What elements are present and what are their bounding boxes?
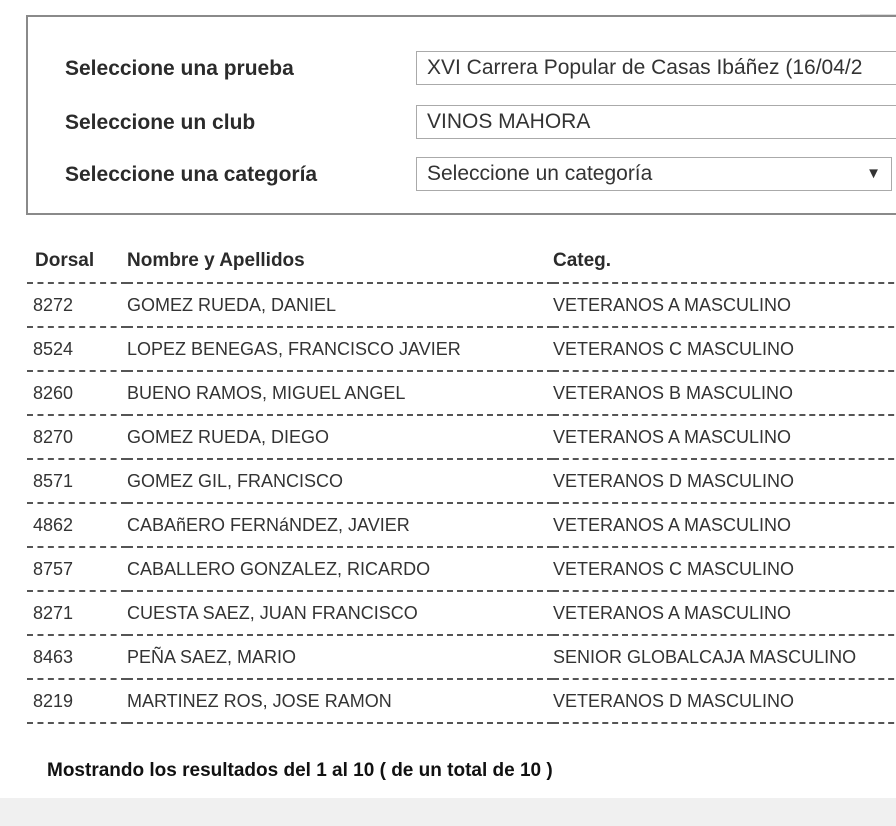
table-row[interactable] <box>27 415 896 459</box>
cell-categ: SENIOR GLOBALCAJA MASCULINO <box>553 635 896 679</box>
cell-categ: VETERANOS D MASCULINO <box>553 679 896 723</box>
club-select[interactable]: VINOS MAHORA <box>416 105 896 139</box>
header-dorsal[interactable]: Dorsal <box>27 240 127 283</box>
table-row[interactable] <box>27 283 896 327</box>
bottom-bar <box>0 798 896 826</box>
prueba-select[interactable]: XVI Carrera Popular de Casas Ibáñez (16/04/2 <box>416 51 896 85</box>
cell-dorsal: 8271 <box>27 591 127 635</box>
cell-dorsal: 8571 <box>27 459 127 503</box>
table-row[interactable] <box>27 547 896 591</box>
results-table <box>27 240 896 724</box>
prueba-label: Seleccione una prueba <box>65 57 294 80</box>
table-row[interactable] <box>27 591 896 635</box>
table-row[interactable] <box>27 327 896 371</box>
filter-row-categoria <box>28 157 896 193</box>
categoria-select[interactable] <box>416 157 892 191</box>
cell-categ: VETERANOS C MASCULINO <box>553 547 896 591</box>
cell-categ: VETERANOS A MASCULINO <box>553 283 896 327</box>
cell-name: BUENO RAMOS, MIGUEL ANGEL <box>127 371 553 415</box>
cell-dorsal: 8260 <box>27 371 127 415</box>
cell-name: MARTINEZ ROS, JOSE RAMON <box>127 679 553 723</box>
cell-dorsal: 8524 <box>27 327 127 371</box>
cell-name: PEÑA SAEZ, MARIO <box>127 635 553 679</box>
table-row[interactable] <box>27 459 896 503</box>
cell-dorsal: 8219 <box>27 679 127 723</box>
cell-dorsal: 8757 <box>27 547 127 591</box>
cell-name: GOMEZ GIL, FRANCISCO <box>127 459 553 503</box>
club-label: Seleccione un club <box>65 111 256 134</box>
results-summary: Mostrando los resultados del 1 al 10 ( de un total de 10 ) <box>47 760 553 781</box>
header-name[interactable]: Nombre y Apellidos <box>127 240 553 283</box>
categoria-select-value: Seleccione un categoría <box>427 162 653 185</box>
filter-row-club <box>28 105 896 141</box>
filter-row-prueba <box>28 51 896 87</box>
table-row[interactable] <box>27 635 896 679</box>
cell-name: CABALLERO GONZALEZ, RICARDO <box>127 547 553 591</box>
table-header-row <box>27 240 896 283</box>
cell-categ: VETERANOS B MASCULINO <box>553 371 896 415</box>
table-row[interactable] <box>27 503 896 547</box>
chevron-down-icon[interactable]: ▼ <box>866 165 881 182</box>
cell-name: CABAñERO FERNáNDEZ, JAVIER <box>127 503 553 547</box>
cell-dorsal: 8272 <box>27 283 127 327</box>
cell-name: GOMEZ RUEDA, DANIEL <box>127 283 553 327</box>
table-row[interactable] <box>27 679 896 723</box>
cell-name: GOMEZ RUEDA, DIEGO <box>127 415 553 459</box>
categoria-label: Seleccione una categoría <box>65 163 318 186</box>
cell-name: CUESTA SAEZ, JUAN FRANCISCO <box>127 591 553 635</box>
table-row[interactable] <box>27 371 896 415</box>
header-categ[interactable]: Categ. <box>553 240 896 283</box>
cell-name: LOPEZ BENEGAS, FRANCISCO JAVIER <box>127 327 553 371</box>
cell-dorsal: 4862 <box>27 503 127 547</box>
cell-categ: VETERANOS A MASCULINO <box>553 591 896 635</box>
cell-categ: VETERANOS C MASCULINO <box>553 327 896 371</box>
cell-categ: VETERANOS A MASCULINO <box>553 415 896 459</box>
filter-panel <box>26 15 896 215</box>
cell-categ: VETERANOS A MASCULINO <box>553 503 896 547</box>
cell-dorsal: 8270 <box>27 415 127 459</box>
cell-dorsal: 8463 <box>27 635 127 679</box>
cell-categ: VETERANOS D MASCULINO <box>553 459 896 503</box>
